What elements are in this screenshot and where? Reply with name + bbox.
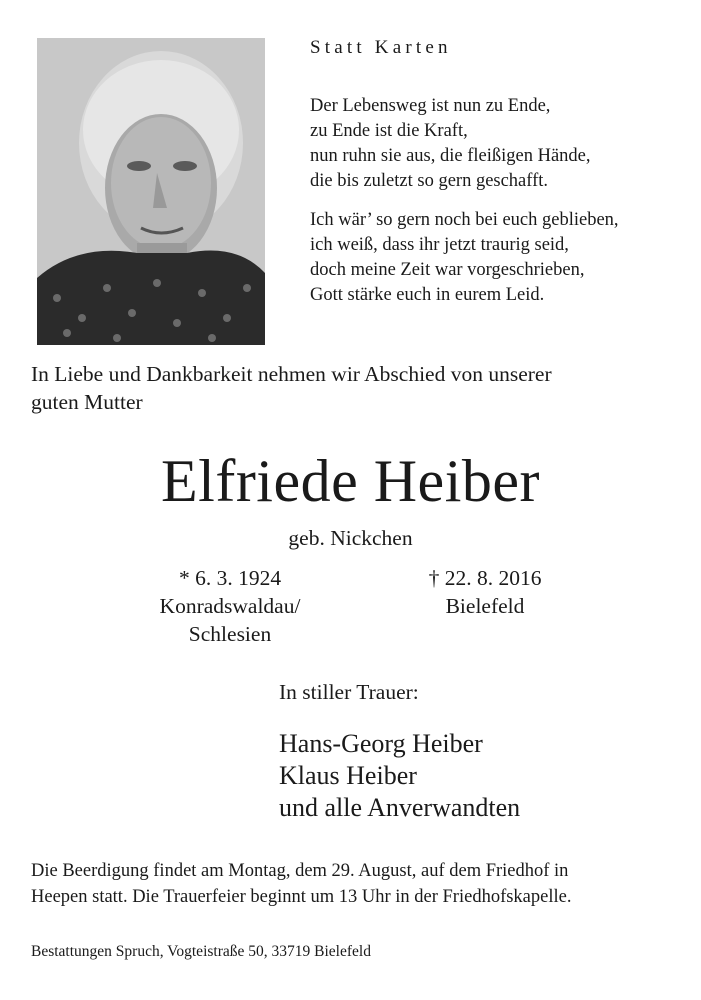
poem-line: die bis zuletzt so gern geschafft. (310, 171, 549, 191)
poem-line: Der Lebensweg ist nun zu Ende, (310, 96, 551, 116)
poem-stanza-2 (310, 208, 690, 308)
birth-date: * 6. 3. 1924 (178, 566, 282, 590)
intro-text (31, 360, 691, 416)
poem-stanza-1 (310, 94, 690, 194)
poem-line: nun ruhn sie aus, die fleißigen Hände, (310, 146, 591, 166)
maiden-name: geb. Nickchen (288, 526, 413, 550)
funeral-notice (31, 858, 681, 910)
death-info (385, 564, 585, 620)
mourners-list (279, 728, 520, 824)
death-place: Bielefeld (445, 594, 525, 618)
birth-place: Schlesien (188, 622, 272, 646)
funeral-line-1: Die Beerdigung findet am Montag, dem 29. August, auf dem Friedhof in (31, 861, 569, 881)
intro-line-1: In Liebe und Dankbarkeit nehmen wir Abschied von unserer (31, 362, 552, 386)
poem-line: ich weiß, dass ihr jetzt traurig seid, (310, 235, 569, 255)
statt-karten-heading: Statt Karten (310, 37, 452, 58)
undertaker-info: Bestattungen Spruch, Vogteistraße 50, 33719 Bielefeld (31, 943, 371, 960)
mourners-label: In stiller Trauer: (279, 680, 419, 704)
mourner-name: Klaus Heiber (279, 761, 417, 790)
mourner-name: Hans-Georg Heiber (279, 729, 483, 758)
poem-line: Gott stärke euch in eurem Leid. (310, 285, 545, 305)
deceased-name: Elfriede Heiber (161, 448, 540, 514)
mourner-name: und alle Anverwandten (279, 793, 521, 822)
birth-place: Konradswaldau/ (159, 594, 301, 618)
poem-line: Ich wär’ so gern noch bei euch geblieben, (310, 210, 619, 230)
poem-line: doch meine Zeit war vorgeschrieben, (310, 260, 585, 280)
birth-info (120, 564, 340, 648)
portrait-photo (37, 38, 265, 345)
poem-line: zu Ende ist die Kraft, (310, 121, 468, 141)
death-date: † 22. 8. 2016 (428, 566, 542, 590)
funeral-line-2: Heepen statt. Die Trauerfeier beginnt um 13 Uhr in der Friedhofskapelle. (31, 887, 572, 907)
intro-line-2: guten Mutter (31, 390, 143, 414)
